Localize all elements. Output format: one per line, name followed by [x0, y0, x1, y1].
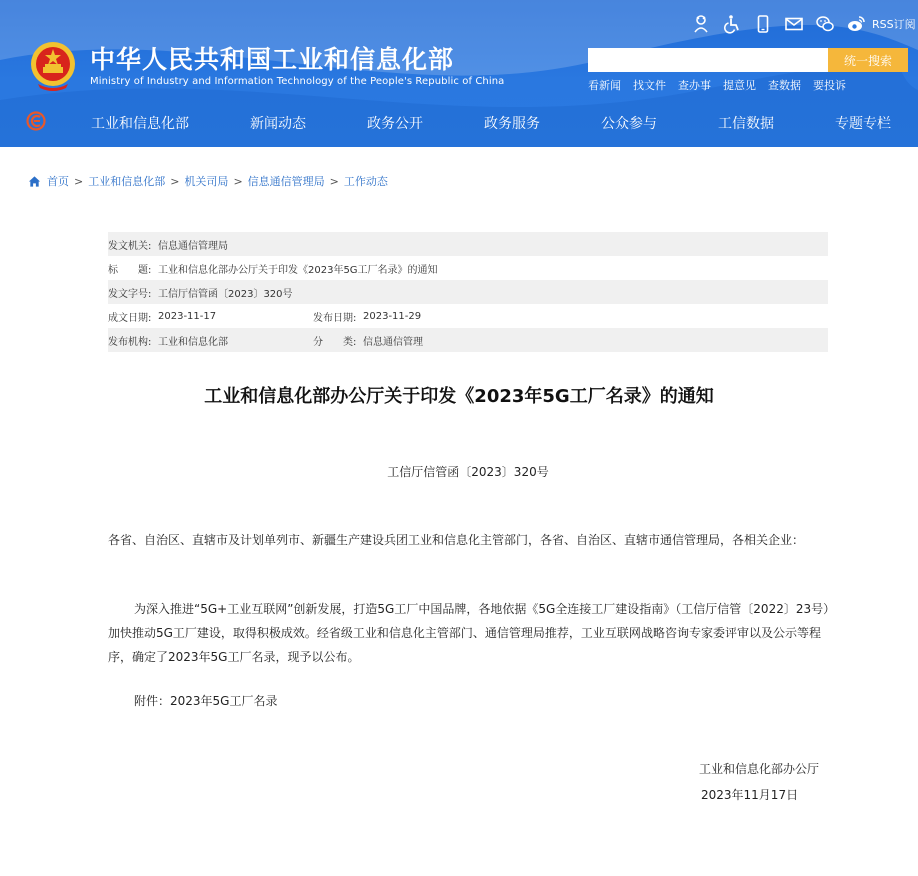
wheelchair-icon[interactable]	[721, 13, 743, 35]
quick-links	[588, 77, 858, 93]
nav-item-news[interactable]: 新闻动态	[250, 116, 306, 132]
quick-link-news[interactable]: 看新闻	[588, 79, 621, 92]
breadcrumb-home[interactable]: 首页	[47, 175, 69, 188]
nav-item-services[interactable]: 政务服务	[484, 116, 540, 132]
breadcrumb	[28, 173, 388, 189]
meta-value-title: 工业和信息化部办公厅关于印发《2023年5G工厂名录》的通知	[158, 264, 438, 276]
home-icon	[28, 175, 41, 188]
meta-row-dates	[108, 304, 828, 328]
accessibility-elder-icon[interactable]	[690, 13, 712, 35]
meta-label: 分 类:	[313, 336, 357, 348]
nav-item-government-affairs[interactable]: 政务公开	[367, 116, 423, 132]
search-input[interactable]	[588, 48, 828, 72]
meta-row-docno	[108, 280, 828, 304]
site-title-en: Ministry of Industry and Information Technology of the People's Republic of China	[90, 76, 505, 87]
site-title-cn: 中华人民共和国工业和信息化部	[90, 45, 455, 74]
meta-value-created: 2023-11-17	[158, 310, 217, 322]
meta-row-issuer	[108, 232, 828, 256]
meta-value-org: 工业和信息化部	[158, 336, 228, 348]
breadcrumb-work-news[interactable]: 工作动态	[343, 175, 388, 188]
mail-icon[interactable]	[783, 13, 805, 35]
quick-link-feedback[interactable]: 提意见	[723, 79, 756, 92]
signature-org: 工业和信息化部办公厅	[699, 762, 820, 776]
breadcrumb-separator: >	[329, 174, 339, 188]
article-attachment-link[interactable]: 附件：2023年5G工厂名录	[134, 694, 278, 708]
breadcrumb-separator: >	[170, 174, 180, 188]
breadcrumb-bureau[interactable]: 信息通信管理局	[247, 175, 325, 188]
rss-link[interactable]: RSS订阅	[872, 18, 916, 31]
article-addressee: 各省、自治区、直辖市及计划单列市、新疆生产建设兵团工业和信息化主管部门，各省、自治区、直辖市通信管理局，各相关企业：	[108, 533, 805, 547]
article-body: 为深入推进“5G+工业互联网”创新发展，打造5G工厂中国品牌，各地依据《5G全连接工厂建设指南》（工信厅信管〔2022〕23号）加快推动5G工厂建设，取得积极成效。经省级工业和信息化主管部门、通信管理局推荐，工业互联网战略咨询专家委评审以及公示等程序，确定了2023年5G工厂名录，现予以公布。	[108, 602, 830, 664]
main-nav	[0, 108, 918, 136]
national-emblem-icon	[28, 40, 78, 92]
wechat-icon[interactable]	[814, 13, 836, 35]
breadcrumb-separator: >	[233, 174, 243, 188]
meta-label: 发布日期:	[313, 312, 357, 324]
site-header	[0, 0, 918, 147]
meta-value-docno: 工信厅信管函〔2023〕320号	[158, 288, 293, 300]
breadcrumb-separator: >	[74, 174, 84, 188]
signature-date: 2023年11月17日	[701, 788, 799, 802]
meta-row-title	[108, 256, 828, 280]
quick-link-data[interactable]: 查数据	[768, 79, 801, 92]
meta-label: 发文机关:	[108, 240, 152, 252]
meta-label: 发文字号:	[108, 288, 152, 300]
nav-item-participation[interactable]: 公众参与	[601, 116, 657, 132]
meta-value-published: 2023-11-29	[363, 310, 422, 322]
meta-label: 标 题:	[108, 264, 152, 276]
nav-item-ministry[interactable]: 工业和信息化部	[91, 116, 189, 132]
weibo-icon[interactable]	[845, 13, 867, 35]
meta-row-org	[108, 328, 828, 352]
breadcrumb-departments[interactable]: 机关司局	[184, 175, 229, 188]
meta-value-issuer: 信息通信管理局	[158, 240, 228, 252]
quick-link-files[interactable]: 找文件	[633, 79, 666, 92]
nav-item-data[interactable]: 工信数据	[718, 116, 774, 132]
breadcrumb-ministry[interactable]: 工业和信息化部	[88, 175, 166, 188]
search-button[interactable]: 统一搜索	[828, 48, 908, 72]
meta-value-category: 信息通信管理	[363, 336, 423, 348]
nav-item-topics[interactable]: 专题专栏	[835, 116, 891, 132]
meta-label: 成文日期:	[108, 312, 152, 324]
meta-label: 发布机构:	[108, 336, 152, 348]
quick-link-complaint[interactable]: 要投诉	[813, 79, 846, 92]
top-utility-bar	[690, 12, 916, 36]
quick-link-services[interactable]: 查办事	[678, 79, 711, 92]
mobile-phone-icon[interactable]	[752, 13, 774, 35]
article-title: 工业和信息化部办公厅关于印发《2023年5G工厂名录》的通知	[204, 386, 714, 407]
article-doc-number: 工信厅信管函〔2023〕320号	[387, 465, 549, 479]
document-meta-table	[108, 232, 828, 352]
